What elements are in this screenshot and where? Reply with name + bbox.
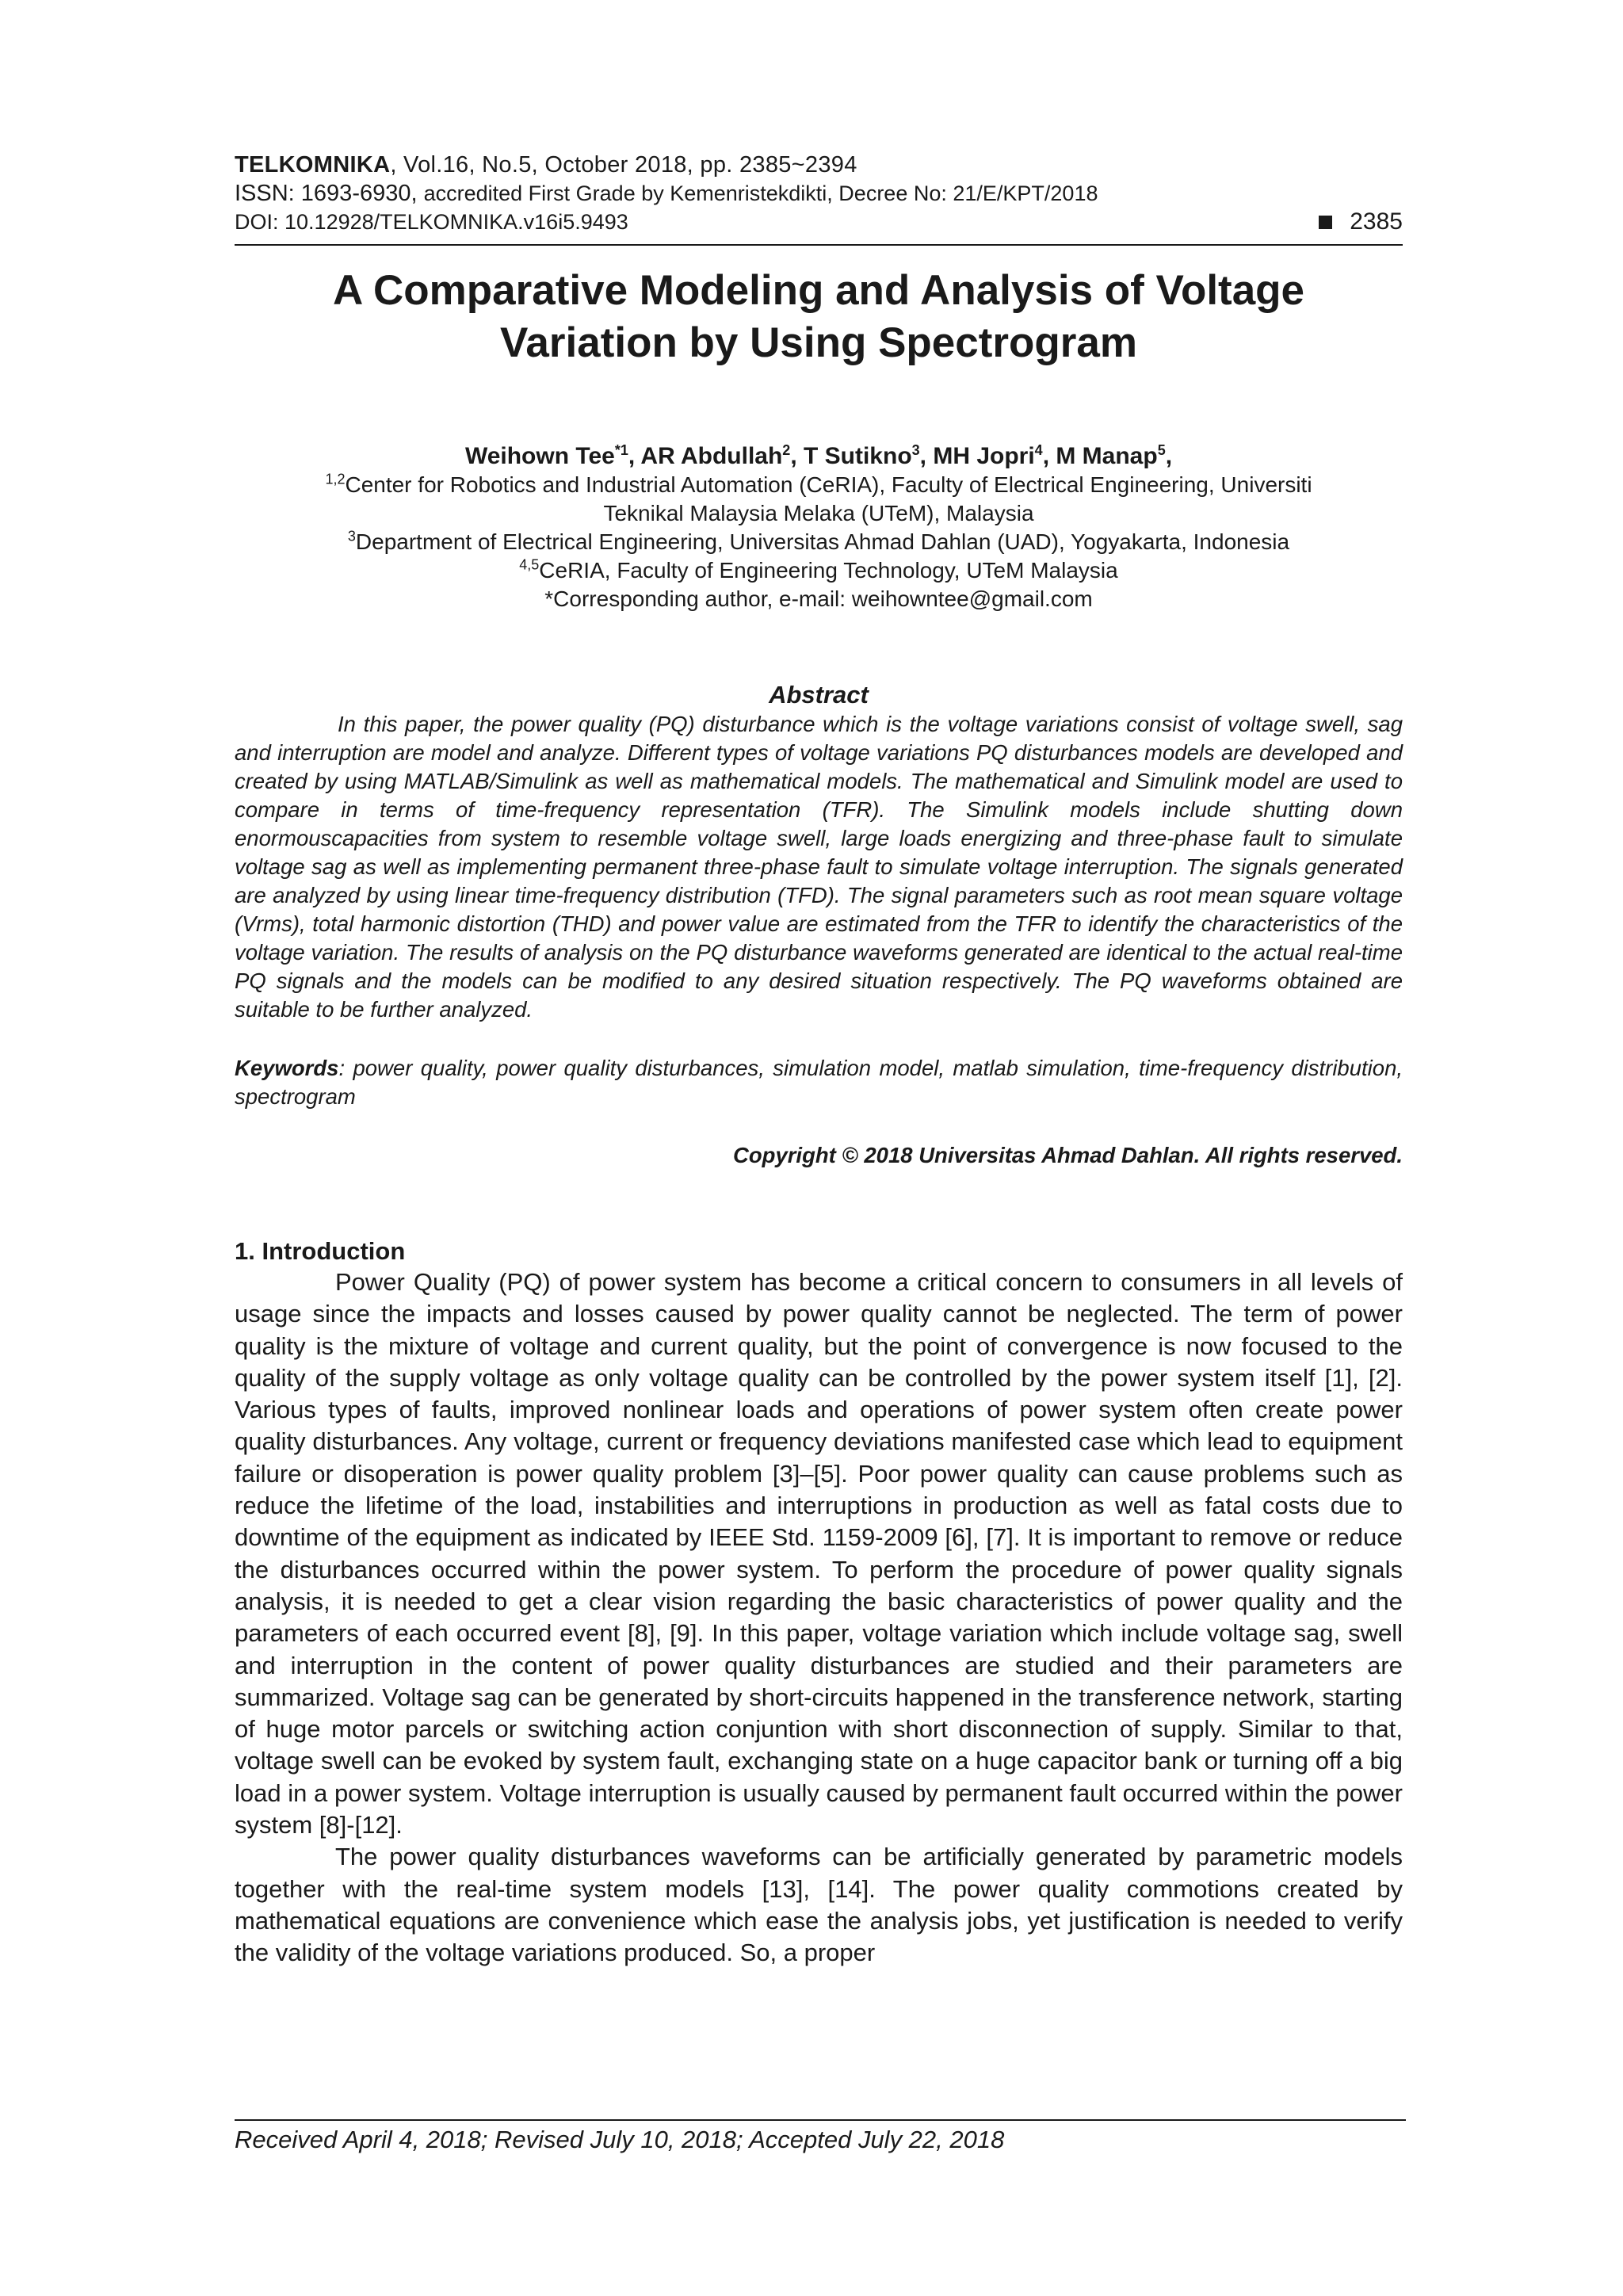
doi-value[interactable]: 10.12928/TELKOMNIKA.v16i5.9493 <box>285 210 628 234</box>
page-footer <box>235 2119 1406 2156</box>
doi-label: DOI: <box>235 210 285 234</box>
header-divider <box>235 244 1403 246</box>
copyright-notice: Copyright © 2018 Universitas Ahmad Dahlan. All rights reserved. <box>732 1143 1403 1167</box>
affiliation: $^3$Department of Electrical Engineering, Universitas Ahmad Dahlan (UAD), Yogyakarta, Indonesia <box>347 528 1290 554</box>
author: AR Abdullah$^2$, <box>640 442 804 469</box>
affiliation: $^{1,2}$Center for Robotics and Industrial Automation (CeRIA), Faculty of Electrical Engineering, Universiti <box>325 471 1312 497</box>
paper-page <box>235 151 1403 1969</box>
square-bullet-icon <box>1319 216 1332 229</box>
author: T Sutikno$^3$, <box>803 442 934 469</box>
author: M Manap$^5$, <box>1056 442 1173 469</box>
keywords-text: : power quality, power quality disturbances, simulation model, matlab simulation, time-frequency distribution, spectrogram <box>235 1056 1403 1109</box>
issn: ISSN: 1693-6930, <box>235 181 424 206</box>
issn-line <box>235 179 1403 208</box>
author-list <box>235 442 1403 471</box>
keywords-label: Keywords <box>235 1056 339 1080</box>
affiliation: $^{4,5}$CeRIA, Faculty of Engineering Technology, UTeM Malaysia <box>519 556 1118 583</box>
submission-dates: Received April 4, 2018; Revised July 10, 2018; Accepted July 22, 2018 <box>235 2126 1005 2153</box>
doi-row <box>235 208 1403 236</box>
paper-title: A Comparative Modeling and Analysis of Voltage Variation by Using Spectrogram <box>332 267 1305 366</box>
intro-paragraph-2: The power quality disturbances waveforms can be artificially generated by parametric models together with the real-time system models [13], [14]. The power quality commotions created by mathematical equations are convenience which ease the analysis jobs, yet justification is needed to verify the validity of the voltage variations produced. So, a proper <box>235 1843 1403 1967</box>
corresponding-author: *Corresponding author, e-mail: weihowntee@gmail.com <box>544 586 1093 611</box>
accreditation: accredited First Grade by Kemenristekdikti, Decree No: 21/E/KPT/2018 <box>423 181 1098 205</box>
page-number: 2385 <box>1350 208 1403 235</box>
author: Weihown Tee$^{*1}$, <box>464 442 641 469</box>
keywords <box>235 1054 1403 1111</box>
journal-header <box>235 151 1403 179</box>
page-number-block <box>1319 208 1403 236</box>
affiliation-continued: Teknikal Malaysia Melaka (UTeM), Malaysia <box>603 501 1034 525</box>
footer-divider <box>235 2119 1406 2121</box>
journal-name: TELKOMNIKA <box>235 152 391 178</box>
journal-details: , Vol.16, No.5, October 2018, pp. 2385~2394 <box>390 152 857 178</box>
abstract-heading: Abstract <box>769 681 869 709</box>
doi <box>235 208 628 236</box>
abstract-text: In this paper, the power quality (PQ) disturbance which is the voltage variations consist of voltage swell, sag and interruption are model and analyze. Different types of voltage variations PQ disturbances models are developed and created by using MATLAB/Simulink as well as mathematical models. The mathematical and Simulink model are used to compare in terms of time-frequency representation (TFR). The Simulink models include shutting down enormouscapacities from system to resemble voltage swell, large loads energizing and three-phase fault to simulate voltage sag as well as implementing permanent three-phase fault to simulate voltage interruption. The signals generated are analyzed by using linear time-frequency distribution (TFD). The signal parameters such as root mean square voltage (Vrms), total harmonic distortion (THD) and power value are estimated from the TFR to identify the characteristics of the voltage variation. The results of analysis on the PQ disturbance waveforms generated are identical to the actual real-time PQ signals and the models can be modified to any desired situation respectively. The PQ waveforms obtained are suitable to be further analyzed. <box>235 712 1403 1022</box>
author: MH Jopri$^4$, <box>933 442 1056 469</box>
section-heading: 1. Introduction <box>235 1237 406 1265</box>
intro-paragraph-1: Power Quality (PQ) of power system has become a critical concern to consumers in all levels of usage since the impacts and losses caused by power quality cannot be neglected. The term of power quality is the mixture of voltage and current quality, but the point of convergence is now focused to the quality of the supply voltage as only voltage quality can be controlled by the power system itself [1], [2]. Various types of faults, improved nonlinear loads and operations of power system often create power quality disturbances. Any voltage, current or frequency deviations manifested case which lead to equipment failure or disoperation is power quality problem [3]–[5]. Poor power quality can cause problems such as reduce the lifetime of the load, instabilities and interruptions in production as well as fatal costs due to downtime of the equipment as indicated by IEEE Std. 1159-2009 [6], [7]. It is important to remove or reduce the disturbances occurred within the power system. To perform the procedure of power quality signals analysis, it is needed to get a clear vision regarding the basic characteristics of power quality and the parameters of each occurred event [8], [9]. In this paper, voltage variation which include voltage sag, swell and interruption in the content of power quality disturbances are studied and their parameters are summarized. Voltage sag can be generated by short-circuits happened in the transference network, starting of huge motor parcels or switching action conjuntion with short disconnection of supply. Similar to that, voltage swell can be evoked by system fault, exchanging state on a huge capacitor bank or turning off a big load in a power system. Voltage interruption is usually caused by permanent fault occurred within the power system [8]-[12]. <box>235 1268 1403 1839</box>
